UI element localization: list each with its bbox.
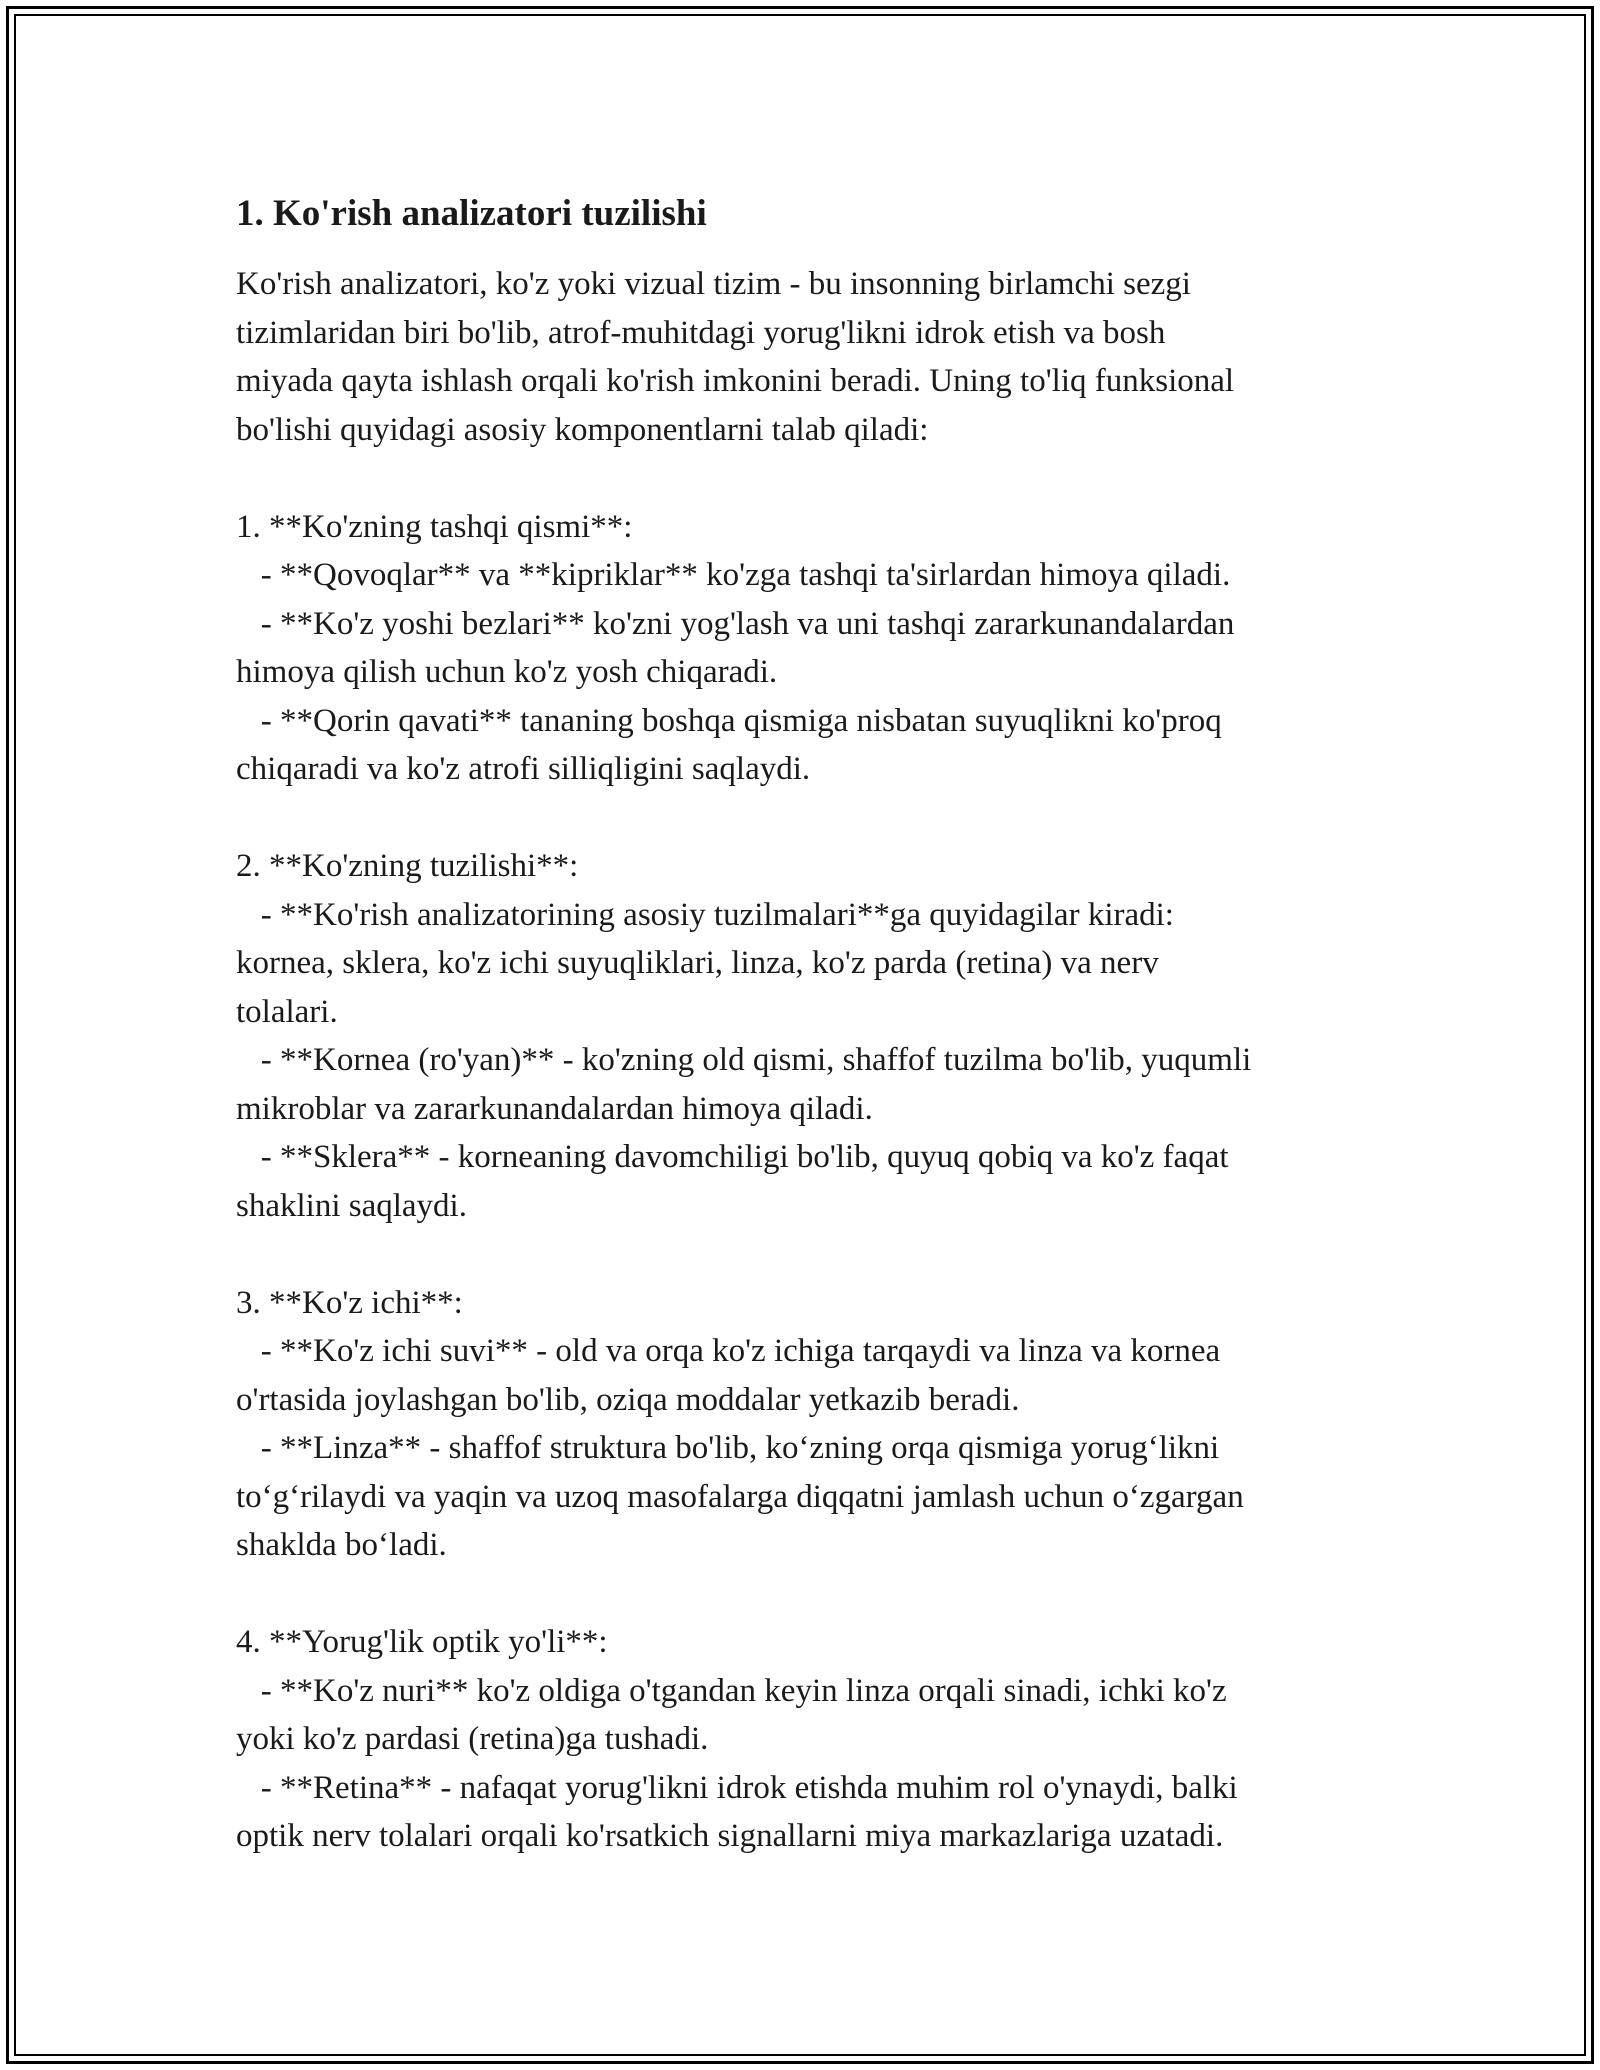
document-body (236, 190, 1396, 1861)
section-spacer (236, 1230, 1396, 1279)
section-spacer (236, 794, 1396, 843)
section-spacer (236, 454, 1396, 503)
section-spacer (236, 1570, 1396, 1619)
intro-paragraph: Ko'rish analizatori, ko'z yoki vizual tizim - bu insonning birlamchi sezgi tizimlaridan biri bo'lib, atrof-muhitdagi yorug'likni idrok etish va bosh miyada qayta ishlash orqali ko'rish imkonini beradi. Uning to'liq funksional bo'lishi quyidagi asosiy komponentlarni talab qiladi: (236, 266, 1235, 448)
section-1: 1. **Ko'zning tashqi qismi**: - **Qovoqlar** va **kipriklar** ko'zga tashqi ta'sirlardan himoya qiladi. - **Ko'z yoshi bezlari** ko'zni yog'lash va uni tashqi zararkunandalardan himoya qilish uchun ko'z yosh chiqaradi. - **Qorin qavati** tananing boshqa qismiga nisbatan suyuqlikni ko'proq chiqaradi va ko'z atrofi silliqligini saqlaydi. (236, 508, 1235, 787)
section-3: 3. **Ko'z ichi**: - **Ko'z ichi suvi** - old va orqa ko'z ichiga tarqaydi va linza va kornea o'rtasida joylashgan bo'lib, oziqa moddalar yetkazib beradi. - **Linza** - shaffof struktura bo'lib, ko‘zning orqa qismiga yorug‘likni to‘g‘rilaydi va yaqin va uzoq masofalarga diqqatni jamlash uchun o‘zgargan shaklda bo‘ladi. (236, 1284, 1244, 1563)
section-4: 4. **Yorug'lik optik yo'li**: - **Ko'z nuri** ko'z oldiga o'tgandan keyin linza orqali sinadi, ichki ko'z yoki ko'z pardasi (retina)ga tushadi. - **Retina** - nafaqat yorug'likni idrok etishda muhim rol o'ynaydi, balki optik nerv tolalari orqali ko'rsatkich signallarni miya markazlariga uzatadi. (236, 1624, 1238, 1854)
section-2: 2. **Ko'zning tuzilishi**: - **Ko'rish analizatorining asosiy tuzilmalari**ga quyidagilar kiradi: kornea, sklera, ko'z ichi suyuqliklari, linza, ko'z parda (retina) va nerv tolalari. - **Kornea (ro'yan)** - ko'zning old qismi, shaffof tuzilma bo'lib, yuqumli mikroblar va zararkunandalardan himoya qiladi. - **Sklera** - korneaning davomchiligi bo'lib, quyuq qobiq va ko'z faqat shaklini saqlaydi. (236, 848, 1252, 1224)
document-title: 1. Ko'rish analizatori tuzilishi (236, 193, 707, 234)
